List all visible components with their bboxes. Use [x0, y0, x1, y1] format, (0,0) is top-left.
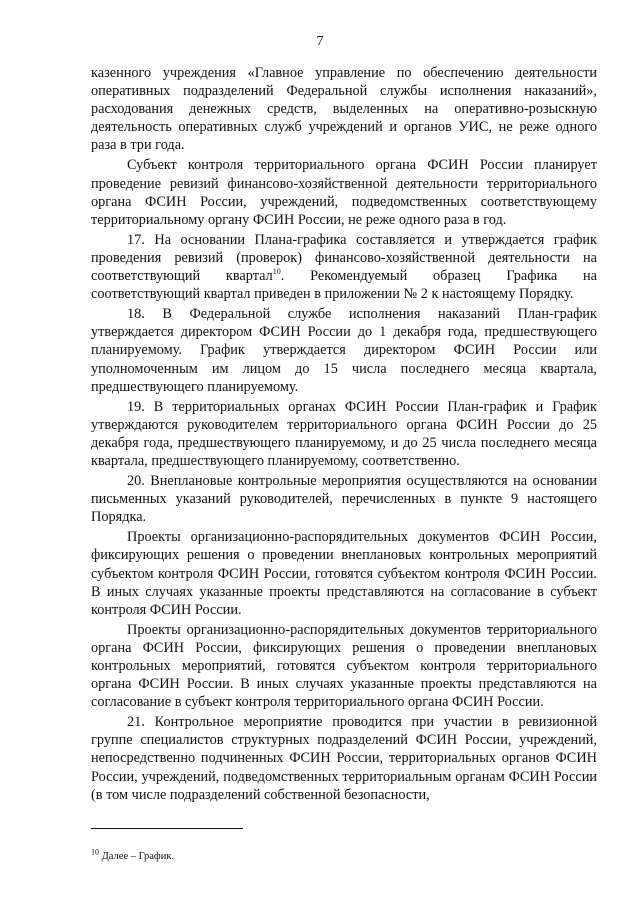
- paragraph-8: Проекты организационно-распорядительных документов территориального органа ФСИН России, фиксирующих решения о проведении внеплановых контрольных мероприятий, готовятся субъектом контроля территориального органа ФСИН России. В иных случаях указанные проекты представляются на согласование в субъект контроля территориального органа ФСИН России.: [91, 621, 597, 711]
- paragraph-2: Субъект контроля территориального органа ФСИН России планирует проведение ревизий финансово-хозяйственной деятельности территориального органа ФСИН России, учреждений, подведомственных соответствующему территориальному органу ФСИН России, не реже одного раза в год.: [91, 157, 597, 228]
- paragraph-4: 18. В Федеральной службе исполнения наказаний План-график утверждается директором ФСИН России до 1 декабря года, предшествующего планируемому. График утверждается директором ФСИН России или уполномоченным им лицом до 15 числа последнего месяца квартала, предшествующего планируемому.: [91, 306, 597, 395]
- footnote-separator: [91, 828, 243, 829]
- footnote-number: 10: [91, 847, 99, 857]
- paragraph-7: Проекты организационно-распорядительных документов ФСИН России, фиксирующих решения о проведении внеплановых контрольных мероприятий субъектом контроля ФСИН России, готовятся субъектом контроля ФСИН России. В иных случаях указанные проекты представляются на согласование в субъект контроля ФСИН России.: [91, 529, 597, 618]
- paragraph-3-text-after: . Рекомендуемый образец Графика на соответствующий квартал приведен в приложении № 2 к настоящему Порядку.: [91, 268, 597, 303]
- paragraph-3-text-before: 17. На основании Плана-графика составляется и утверждается график проведения ревизий (проверок) финансово-хозяйственной деятельности на соответствующий квартал: [91, 231, 597, 285]
- paragraph-6: 20. Внеплановые контрольные мероприятия осуществляются на основании письменных указаний руководителей, перечисленных в пункте 9 настоящего Порядка.: [91, 473, 597, 526]
- paragraph-3: [91, 231, 597, 303]
- footnote: [91, 847, 175, 863]
- document-body: [91, 64, 597, 804]
- footnote-reference: 10: [272, 267, 281, 277]
- paragraph-9: 21. Контрольное мероприятие проводится при участии в ревизионной группе специалистов структурных подразделений ФСИН России, учреждений, непосредственно подчиненных ФСИН России, территориальных органов ФСИН России, учреждений, подведомственных территориальным органам ФСИН России (в том числе подразделений собственной безопасности,: [91, 714, 597, 803]
- paragraph-5: 19. В территориальных органах ФСИН России План-график и График утверждаются руководителем территориального органа ФСИН России до 25 декабря года, предшествующего планируемому, и до 25 числа последнего месяца квартала, предшествующего планируемому, соответственно.: [91, 398, 597, 469]
- page-number: 7: [316, 34, 324, 49]
- paragraph-1: казенного учреждения «Главное управление по обеспечению деятельности оперативных подразделений Федеральной службы исполнения наказаний», расходования денежных средств, выделенных на оперативно-розыскную деятельность оперативных служб учреждений и органов УИС, не реже одного раза в три года.: [91, 65, 597, 154]
- footnote-text: Далее – График.: [99, 851, 175, 862]
